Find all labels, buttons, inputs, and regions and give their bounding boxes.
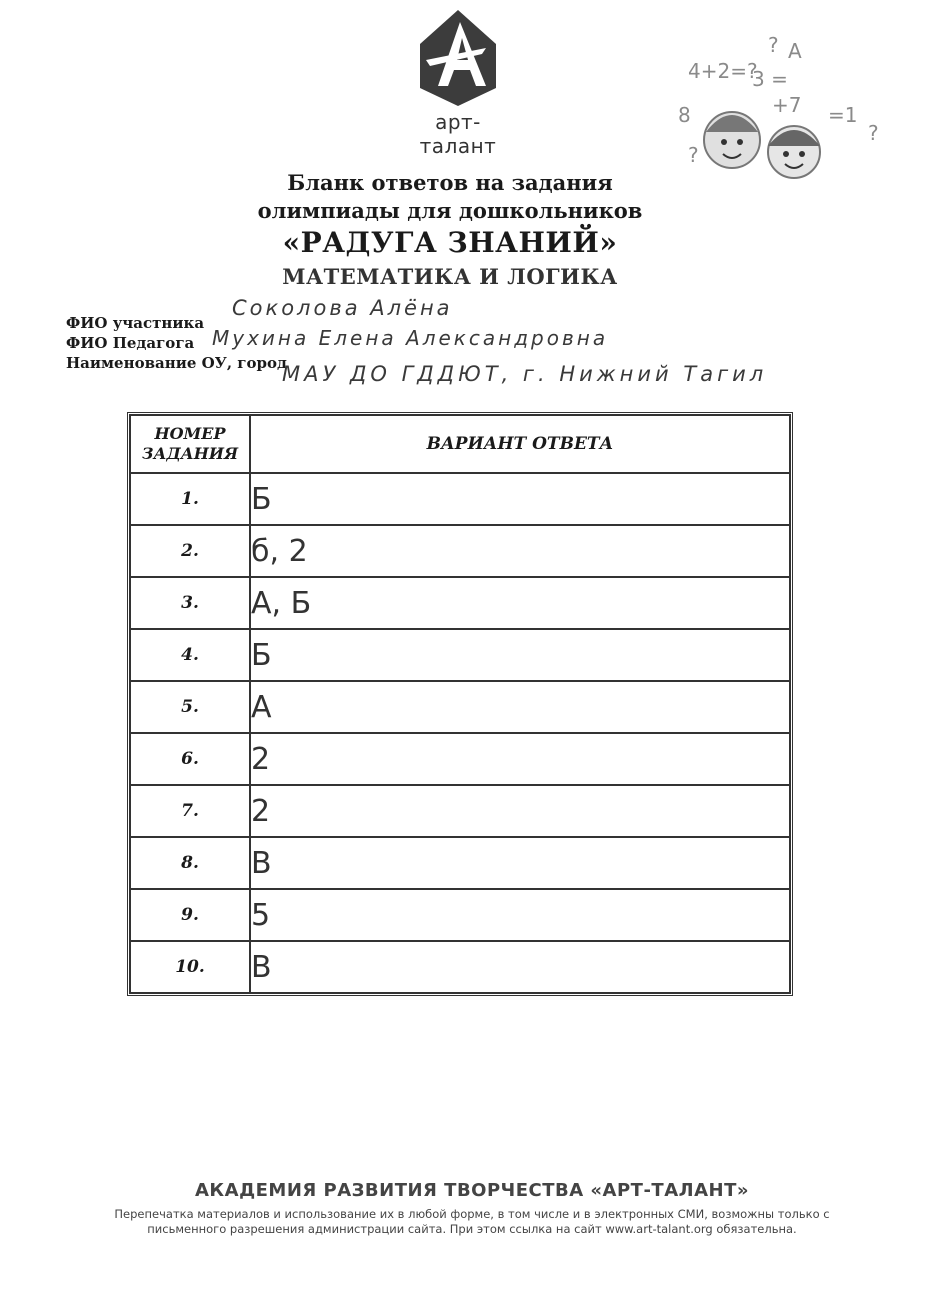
answer-cell[interactable]: В: [250, 837, 790, 889]
number-column-header: НОМЕР ЗАДАНИЯ: [130, 415, 250, 473]
svg-text:8: 8: [678, 103, 691, 127]
form-title-line1: Бланк ответов на задания: [287, 170, 613, 195]
svg-text:?: ?: [868, 121, 879, 145]
svg-text:4+2=?: 4+2=?: [688, 59, 758, 83]
task-number: 10.: [130, 941, 250, 993]
answer-cell[interactable]: 2: [250, 785, 790, 837]
org-label: Наименование ОУ, город: [66, 354, 287, 372]
logo-text: арт-талант: [419, 110, 497, 158]
participant-name-field[interactable]: Соколова Алёна: [232, 296, 453, 320]
task-number: 9.: [130, 889, 250, 941]
svg-text:?: ?: [768, 33, 779, 57]
answer-cell[interactable]: б, 2: [250, 525, 790, 577]
children-math-illustration: [668, 22, 888, 192]
answer-row: [130, 681, 790, 733]
svg-text:=1: =1: [828, 103, 858, 127]
answer-row: [130, 837, 790, 889]
task-number: 7.: [130, 785, 250, 837]
art-talant-logo: [408, 8, 508, 158]
answer-row: [130, 941, 790, 993]
form-title-line2: олимпиады для дошкольников: [257, 198, 643, 223]
svg-text:3 =: 3 =: [752, 67, 788, 91]
task-number: 4.: [130, 629, 250, 681]
answer-cell[interactable]: А, Б: [250, 577, 790, 629]
task-number: 3.: [130, 577, 250, 629]
svg-text:A: A: [788, 39, 802, 63]
answers-table: [127, 412, 793, 996]
answer-cell[interactable]: Б: [250, 473, 790, 525]
answer-row: [130, 733, 790, 785]
participant-label: ФИО участника: [66, 314, 205, 332]
answer-cell[interactable]: 5: [250, 889, 790, 941]
answer-cell[interactable]: В: [250, 941, 790, 993]
answer-cell[interactable]: А: [250, 681, 790, 733]
footer-title: АКАДЕМИЯ РАЗВИТИЯ ТВОРЧЕСТВА «АРТ-ТАЛАНТ»: [195, 1180, 749, 1201]
answer-row: [130, 473, 790, 525]
answer-cell[interactable]: Б: [250, 629, 790, 681]
answer-row: [130, 889, 790, 941]
task-number: 2.: [130, 525, 250, 577]
svg-text:?: ?: [688, 143, 699, 167]
teacher-label: ФИО Педагога: [66, 334, 195, 352]
answer-row: [130, 629, 790, 681]
art-talant-logo-icon: [416, 8, 500, 108]
task-number: 5.: [130, 681, 250, 733]
footer-copyright-note: Перепечатка материалов и использование их в любой форме, в том числе и в электронных СМИ, возможны только с письменного разрешения администрации сайта. При этом ссылка на сайт www.art-talant.org обязательна.: [114, 1207, 830, 1236]
answer-row: [130, 785, 790, 837]
task-number: 6.: [130, 733, 250, 785]
organization-field[interactable]: МАУ ДО ГДДЮТ, г. Нижний Тагил: [282, 362, 768, 386]
olympiad-name: «РАДУГА ЗНАНИЙ»: [282, 226, 618, 259]
task-number: 8.: [130, 837, 250, 889]
answer-row: [130, 525, 790, 577]
teacher-name-field[interactable]: Мухина Елена Александровна: [212, 326, 609, 350]
task-number: 1.: [130, 473, 250, 525]
answer-column-header: ВАРИАНТ ОТВЕТА: [250, 415, 790, 473]
answer-row: [130, 577, 790, 629]
answer-cell[interactable]: 2: [250, 733, 790, 785]
subject-title: МАТЕМАТИКА И ЛОГИКА: [282, 264, 618, 289]
svg-text:+7: +7: [772, 93, 802, 117]
